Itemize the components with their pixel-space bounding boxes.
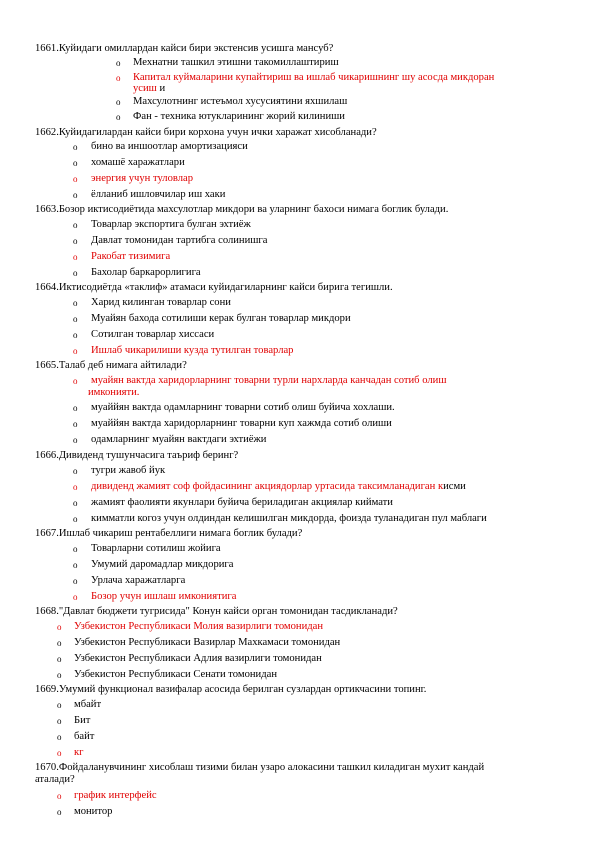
option-text (91, 140, 248, 153)
bullet-marker: o (73, 158, 78, 168)
answer-text: Узбекистон Республикаси Вазирлар Махкамаси томонидан (74, 637, 341, 648)
answer-text: бино ва иншоотлар амортизацияси (91, 141, 248, 152)
bullet-marker: o (73, 576, 78, 586)
bullet-marker: o (116, 73, 121, 83)
bullet-marker: o (73, 419, 78, 429)
option-text (133, 110, 345, 123)
question-text: 1670.Фойдаланувчининг хисоблаш тизими билан узаро алокасини ташкил киладиган мухит кандай (35, 762, 485, 773)
option-text (91, 542, 221, 555)
option-text (91, 417, 392, 430)
option-text (74, 620, 323, 633)
option-text (91, 312, 351, 325)
bullet-marker: o (57, 732, 62, 742)
question-text: 1668."Давлат бюджети тугрисида" Конун кайси орган томонидан тасдикланади? (35, 606, 398, 617)
option-text (91, 188, 225, 201)
option-text (91, 590, 236, 603)
answer-text: монитор (74, 806, 113, 817)
option-text (91, 344, 293, 357)
option-text (74, 730, 94, 743)
bullet-marker: o (73, 435, 78, 445)
answer-text: Бит (74, 715, 91, 726)
answer-text: Давлат томонидан тартибга солинишга (91, 235, 268, 246)
option-text (91, 250, 170, 263)
bullet-marker: o (73, 268, 78, 278)
answer-text: Товарлар экспортига булган эхтиёж (91, 219, 251, 230)
question-text: 1664.Иктисодиётда «таклиф» атамаси куйидагиларнинг кайси бирига тегишли. (35, 282, 393, 293)
bullet-marker: o (73, 403, 78, 413)
option-text (91, 574, 185, 587)
bullet-marker: o (116, 97, 121, 107)
answer-text: Умумий даромадлар микдорига (91, 559, 234, 570)
bullet-marker: o (73, 482, 78, 492)
option-text (74, 805, 112, 818)
answer-text: Фан - техника ютукларининг жорий килиниши (133, 111, 345, 122)
option-text (91, 401, 395, 414)
correct-answer-text: кг (74, 747, 84, 758)
bullet-marker: o (57, 791, 62, 801)
option-text (91, 512, 487, 525)
option-text (133, 56, 339, 69)
option-text (133, 95, 347, 108)
answer-text: Махсулотнинг истеъмол хусусиятини яхшилаш (133, 96, 348, 107)
answer-text: Мехнатни ташкил этишни такомиллаштириш (133, 57, 339, 68)
bullet-marker: o (73, 142, 78, 152)
bullet-marker: o (73, 544, 78, 554)
answer-text-tail: исми (443, 481, 466, 492)
bullet-marker: o (73, 466, 78, 476)
correct-answer-text: имконияти. (88, 387, 140, 398)
bullet-marker: o (73, 346, 78, 356)
answer-text: хомашё харажатлари (91, 157, 185, 168)
bullet-marker: o (73, 330, 78, 340)
correct-answer-text: дивиденд жамият соф фойдасининг акциядорлар уртасида таксимланадиган к (91, 481, 444, 492)
option-text-continued (88, 386, 139, 399)
option-text (74, 714, 90, 727)
correct-answer-text: Ракобат тизимига (91, 251, 171, 262)
option-text (74, 746, 84, 759)
bullet-marker: o (73, 498, 78, 508)
option-text (91, 374, 446, 387)
answer-text: Узбекистон Республикаси Адлия вазирлиги томонидан (74, 653, 322, 664)
bullet-marker: o (57, 748, 62, 758)
bullet-marker: o (57, 638, 62, 648)
question-text: 1665.Талаб деб нимага айтилади? (35, 360, 187, 371)
bullet-marker: o (57, 716, 62, 726)
bullet-marker: o (73, 236, 78, 246)
option-text (74, 789, 157, 802)
option-text (91, 156, 185, 169)
option-text (91, 433, 266, 446)
answer-text: муаййян вактда харидорларнинг товарни куп хажмда сотиб олиши (91, 418, 392, 429)
bullet-marker: o (57, 807, 62, 817)
bullet-marker: o (57, 700, 62, 710)
answer-text: Харид килинган товарлар сони (91, 297, 231, 308)
question-text: 1667.Ишлаб чикариш рентабеллиги нимага боглик булади? (35, 528, 303, 539)
answer-text: ёлланиб ишловчилар иш хаки (91, 189, 226, 200)
option-text (74, 668, 277, 681)
correct-answer-text: муайян вактда харидорларнинг товарни турли нархларда канчадан сотиб олиш (91, 375, 447, 386)
option-text (91, 464, 165, 477)
option-text (133, 71, 494, 84)
answer-text: Муайян бахода сотилиши керак булган товарлар микдори (91, 313, 351, 324)
answer-text: кимматли когоз учун олдиндан келишилган микдорда, фоизда туланадиган пул маблаги (91, 513, 487, 524)
bullet-marker: o (116, 112, 121, 122)
option-text-continued (133, 82, 165, 95)
answer-text: жамият фаолияти якунлари буйича бериладиган акциялар киймати (91, 497, 393, 508)
option-text (74, 698, 101, 711)
question-text-continued: аталади? (35, 774, 75, 785)
correct-answer-text: усиш (133, 83, 157, 94)
answer-text: тугри жавоб йук (91, 465, 166, 476)
answer-text: Урлача харажатларга (91, 575, 186, 586)
correct-answer-text: Ишлаб чикарилиши кузда тутилган товарлар (91, 345, 294, 356)
answer-text: Узбекистон Республикаси Сенати томонидан (74, 669, 277, 680)
answer-text: Товарларни сотилиш жойига (91, 543, 221, 554)
option-text (74, 652, 322, 665)
option-text (91, 296, 231, 309)
bullet-marker: o (73, 174, 78, 184)
bullet-marker: o (73, 560, 78, 570)
question-text: 1661.Куйидаги омиллардан кайси бири экстенсив усишга мансуб? (35, 43, 334, 54)
option-text (91, 496, 393, 509)
option-text (91, 218, 251, 231)
option-text (91, 172, 193, 185)
bullet-marker: o (57, 654, 62, 664)
bullet-marker: o (73, 514, 78, 524)
answer-text: Бахолар баркарорлигига (91, 267, 201, 278)
answer-text: байт (74, 731, 95, 742)
correct-answer-text: Узбекистон Республикаси Молия вазирлиги томонидан (74, 621, 324, 632)
bullet-marker: o (116, 58, 121, 68)
answer-text: Сотилган товарлар хиссаси (91, 329, 215, 340)
bullet-marker: o (73, 592, 78, 602)
bullet-marker: o (57, 670, 62, 680)
bullet-marker: o (73, 314, 78, 324)
answer-text: муаййян вактда одамларнинг товарни сотиб олиш буйича хохлаши. (91, 402, 395, 413)
bullet-marker: o (73, 376, 78, 386)
question-text: 1669.Умумий функционал вазифалар асосида берилган сузлардан ортикчасини топинг. (35, 684, 427, 695)
bullet-marker: o (73, 298, 78, 308)
question-text: 1662.Куйидагилардан кайси бири корхона учун ички харажат хисобланади? (35, 127, 377, 138)
bullet-marker: o (57, 622, 62, 632)
question-text: 1663.Бозор иктисодиётида махсулотлар микдори ва уларнинг бахоси нимага боглик булади. (35, 204, 449, 215)
correct-answer-text: Бозор учун ишлаш имкониятига (91, 591, 237, 602)
option-text (91, 266, 201, 279)
correct-answer-text: энергия учун туловлар (91, 173, 194, 184)
bullet-marker: o (73, 252, 78, 262)
bullet-marker: o (73, 220, 78, 230)
answer-text: одамларнинг муайян вактдаги эхтиёжи (91, 434, 267, 445)
option-text (91, 558, 233, 571)
option-text (91, 234, 267, 247)
option-text (91, 328, 214, 341)
option-text (91, 480, 466, 493)
option-text (74, 636, 340, 649)
question-text: 1666.Дивиденд тушунчасига таъриф беринг? (35, 450, 239, 461)
answer-text-tail: и (156, 83, 166, 94)
correct-answer-text: график интерфейс (74, 790, 157, 801)
correct-answer-text: Капитал куймаларини купайтириш ва ишлаб чикаришнинг шу асосда микдоран (133, 72, 495, 83)
bullet-marker: o (73, 190, 78, 200)
answer-text: мбайт (74, 699, 102, 710)
